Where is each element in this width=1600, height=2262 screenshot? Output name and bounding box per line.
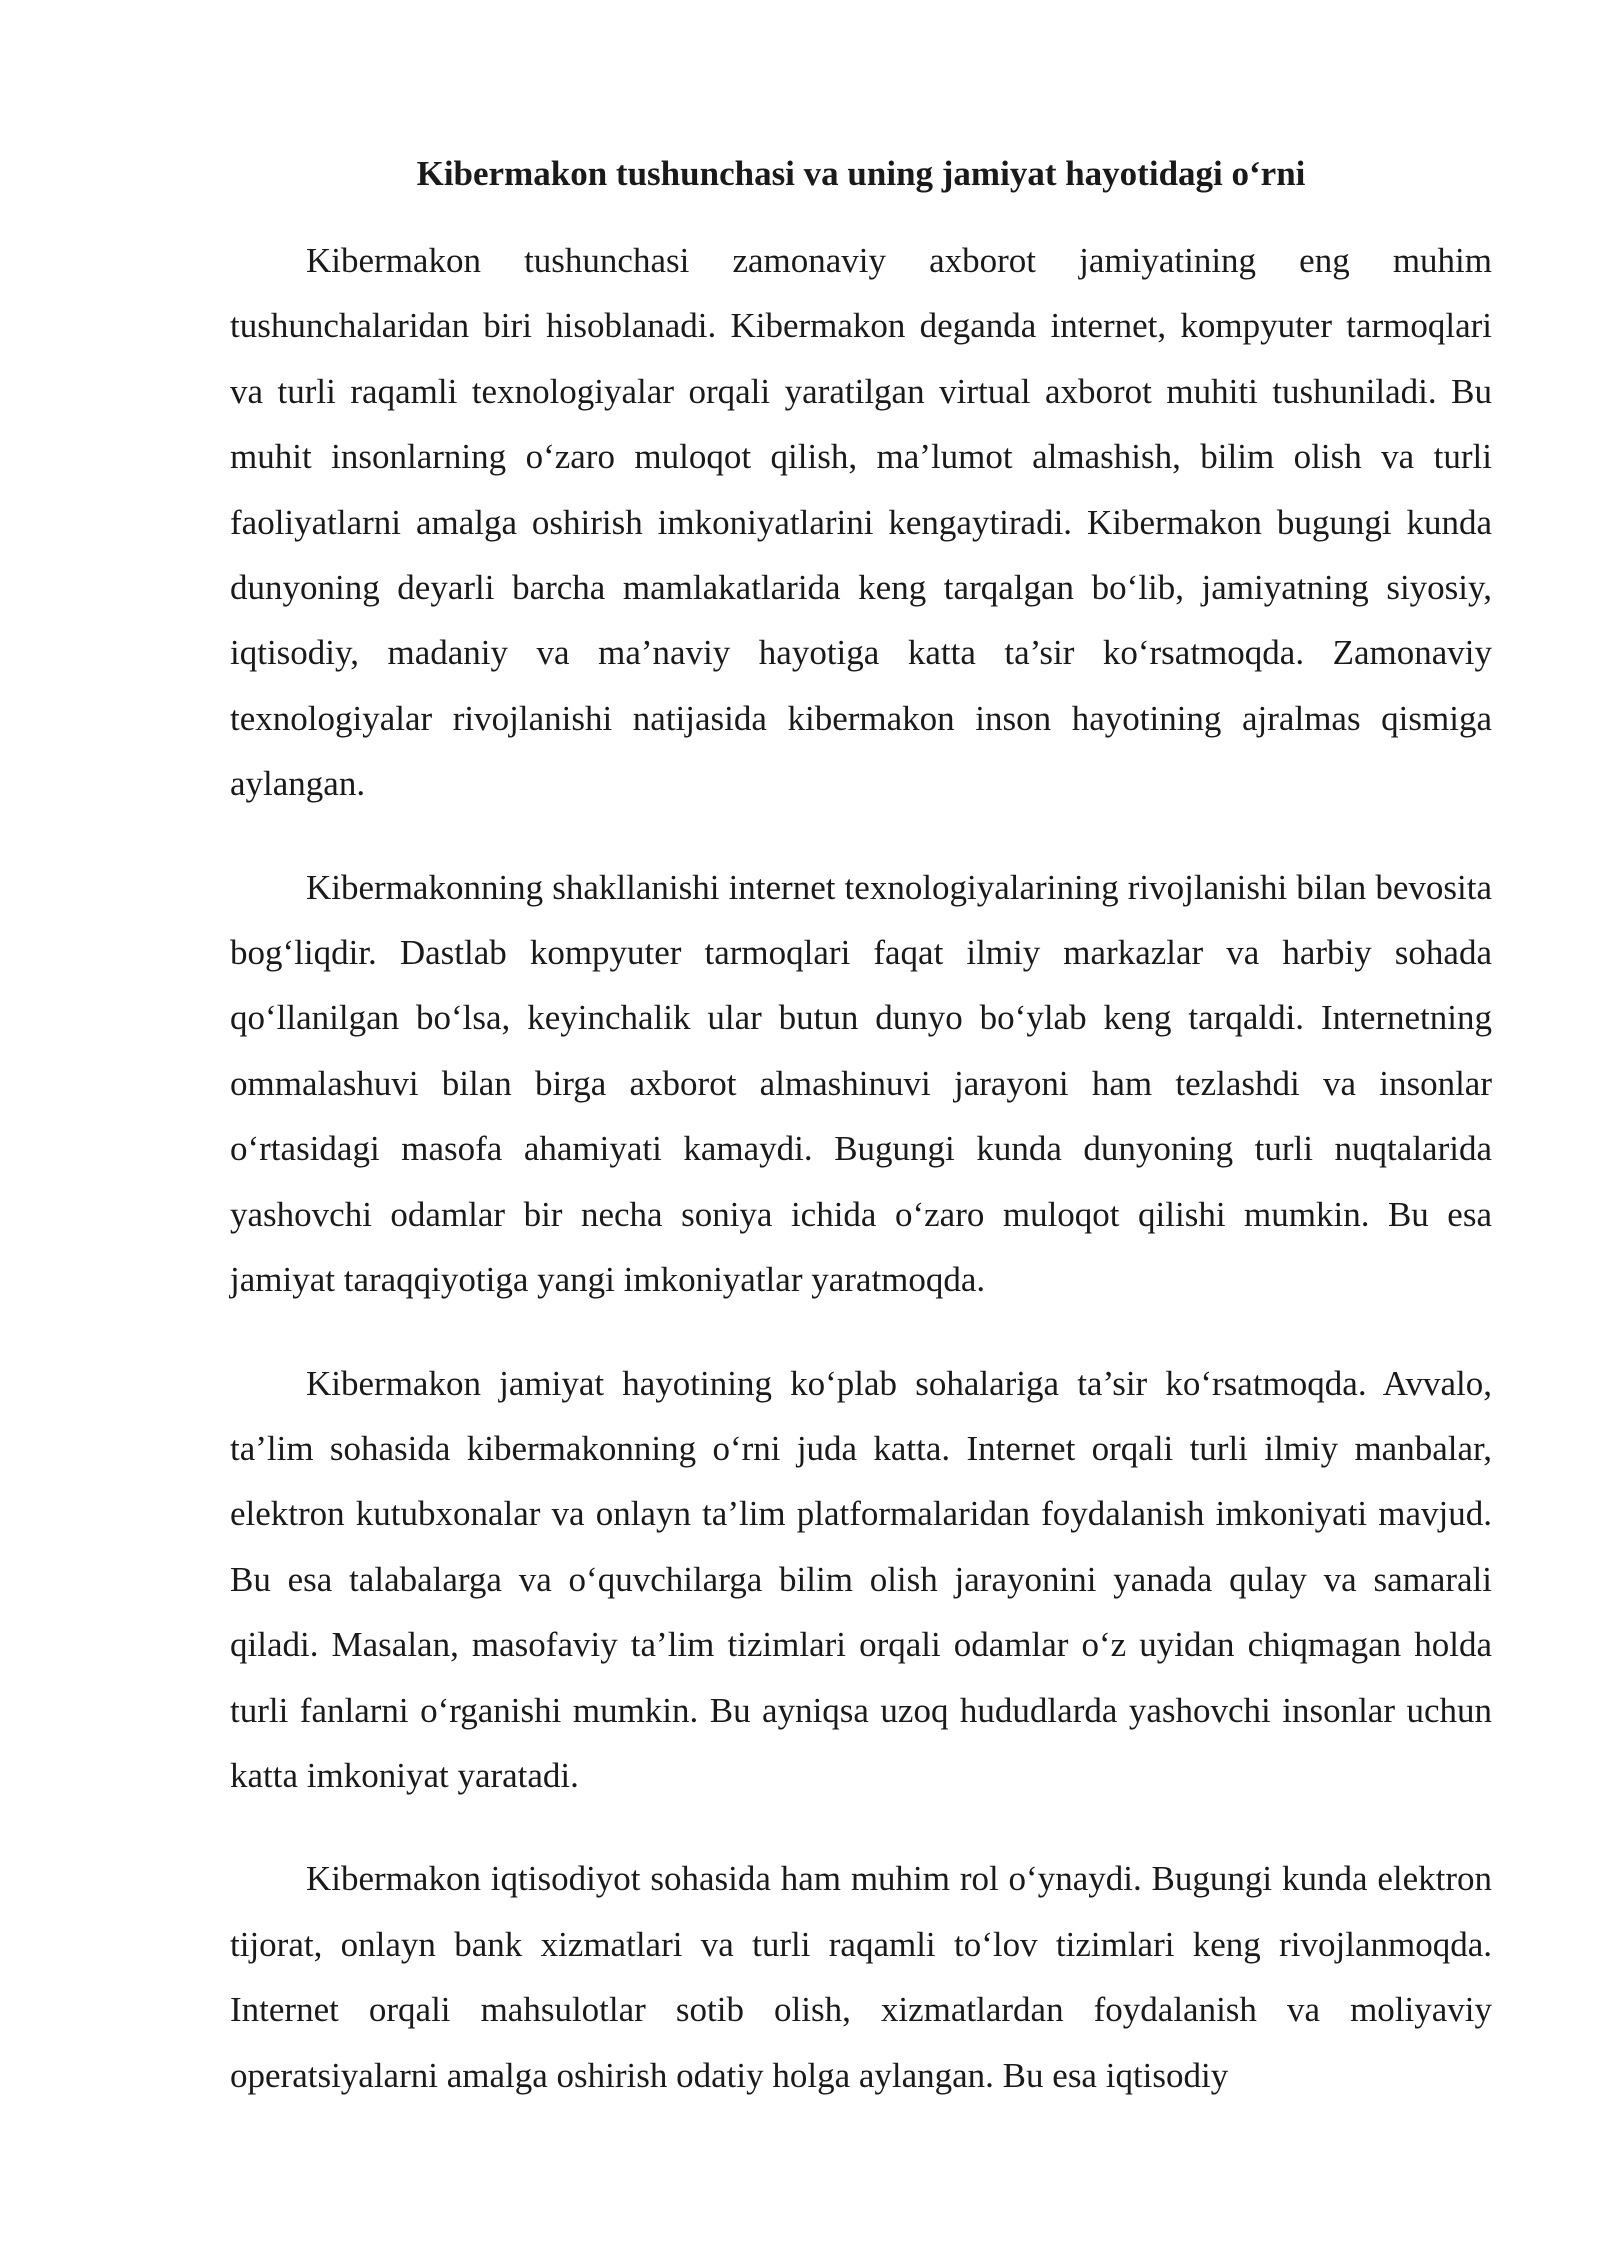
paragraph-1: Kibermakon tushunchasi zamonaviy axborot jamiyatining eng muhim tushunchalaridan biri hisoblanadi. Kibermakon deganda internet, kompyuter tarmoqlari va turli raqamli texnologiyalar orqali yaratilgan virtual axborot muhiti tushuniladi. Bu muhit insonlarning o‘zaro muloqot qilish, ma’lumot almashish, bilim olish va turli faoliyatlarni amalga oshirish imkoniyatlarini kengaytiradi. Kibermakon bugungi kunda dunyoning deyarli barcha mamlakatlarida keng tarqalgan bo‘lib, jamiyatning siyosiy, iqtisodiy, madaniy va ma’naviy hayotiga katta ta’sir ko‘rsatmoqda. Zamonaviy texnologiyalar rivojlanishi natijasida kibermakon inson hayotining ajralmas qismiga aylangan. (230, 241, 1492, 804)
document-title: Kibermakon tushunchasi va uning jamiyat hayotidagi o‘rni (416, 154, 1306, 193)
paragraph-3: Kibermakon jamiyat hayotining ko‘plab sohalariga ta’sir ko‘rsatmoqda. Avvalo, ta’lim sohasida kibermakonning o‘rni juda katta. Internet orqali turli ilmiy manbalar, elektron kutubxonalar va onlayn ta’lim platformalaridan foydalanish imkoniyati mavjud. Bu esa talabalarga va o‘quvchilarga bilim olish jarayonini yanada qulay va samarali qiladi. Masalan, masofaviy ta’lim tizimlari orqali odamlar o‘z uyidan chiqmagan holda turli fanlarni o‘rganishi mumkin. Bu ayniqsa uzoq hududlarda yashovchi insonlar uchun katta imkoniyat yaratadi. (230, 1363, 1492, 1795)
paragraph-2: Kibermakonning shakllanishi internet texnologiyalarining rivojlanishi bilan bevosita bog‘liqdir. Dastlab kompyuter tarmoqlari faqat ilmiy markazlar va harbiy sohada qo‘llanilgan bo‘lsa, keyinchalik ular butun dunyo bo‘ylab keng tarqaldi. Internetning ommalashuvi bilan birga axborot almashinuvi jarayoni ham tezlashdi va insonlar o‘rtasidagi masofa ahamiyati kamaydi. Bugungi kunda dunyoning turli nuqtalarida yashovchi odamlar bir necha soniya ichida o‘zaro muloqot qilishi mumkin. Bu esa jamiyat taraqqiyotiga yangi imkoniyatlar yaratmoqda. (230, 867, 1492, 1300)
paragraph-4: Kibermakon iqtisodiyot sohasida ham muhim rol o‘ynaydi. Bugungi kunda elektron tijorat, onlayn bank xizmatlari va turli raqamli to‘lov tizimlari keng rivojlanmoqda. Internet orqali mahsulotlar sotib olish, xizmatlardan foydalanish va moliyaviy operatsiyalarni amalga oshirish odatiy holga aylangan. Bu esa iqtisodiy (230, 1859, 1492, 2095)
document-page (230, 150, 1492, 2146)
